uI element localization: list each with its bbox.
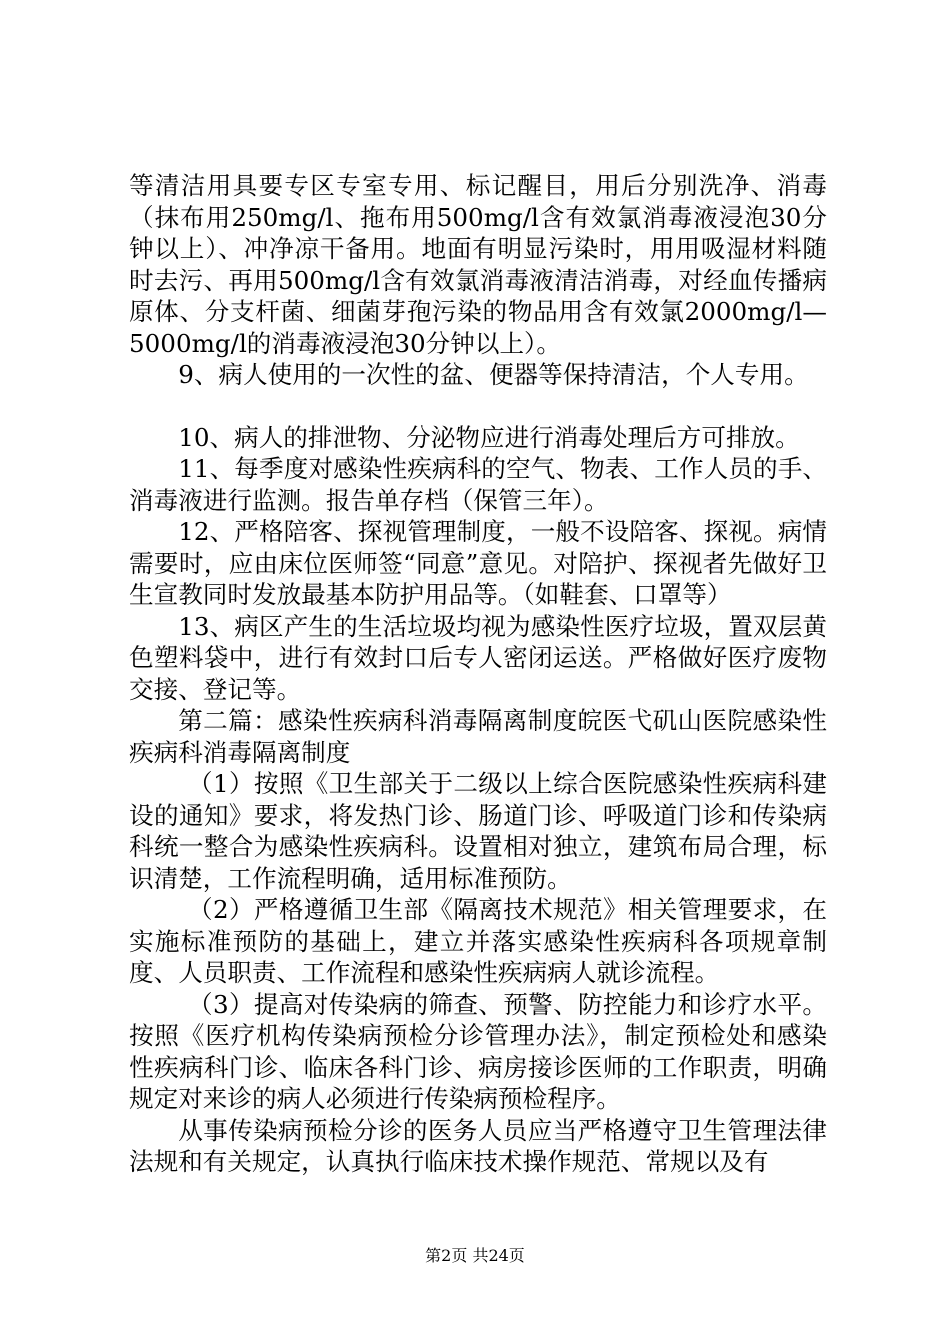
- paragraph-item-10: 10、病人的排泄物、分泌物应进行消毒处理后方可排放。: [178, 422, 800, 452]
- paragraph-item-13: 13、病区产生的生活垃圾均视为感染性医疗垃圾，置双层黄色塑料袋中，进行有效封口后专人密闭运送。严格做好医疗废物交接、登记等。: [129, 611, 827, 704]
- paragraph-point-2: （2）严格遵循卫生部《隔离技术规范》相关管理要求，在实施标准预防的基础上，建立并落实感染性疾病科各项规章制度、人员职责、工作流程和感染性疾病病人就诊流程。: [129, 895, 827, 987]
- paragraph-triage-staff: 从事传染病预检分诊的医务人员应当严格遵守卫生管理法律法规和有关规定，认真执行临床技术操作规范、常规以及有: [129, 1115, 827, 1176]
- document-body: [129, 170, 827, 1178]
- paragraph-item-11: 11、每季度对感染性疾病科的空气、物表、工作人员的手、消毒液进行监测。报告单存档（保管三年）。: [129, 454, 827, 515]
- paragraph-point-1: （1）按照《卫生部关于二级以上综合医院感染性疾病科建设的通知》要求，将发热门诊、肠道门诊、呼吸道门诊和传染病科统一整合为感染性疾病科。设置相对独立，建筑布局合理，标识清楚，工作流程明确，适用标准预防。: [129, 769, 827, 893]
- paragraph-point-3: （3）提高对传染病的筛查、预警、防控能力和诊疗水平。按照《医疗机构传染病预检分诊管理办法》，制定预检处和感染性疾病科门诊、临床各科门诊、病房接诊医师的工作职责，明确规定对来诊的病人必须进行传染病预检程序。: [129, 989, 827, 1113]
- section-heading-part-two: 第二篇：感染性疾病科消毒隔离制度皖医弋矶山医院感染性疾病科消毒隔离制度: [129, 706, 827, 767]
- paragraph-spacer: [129, 391, 827, 422]
- paragraph-cleaning-tools: 等清洁用具要专区专室专用、标记醒目，用后分别洗净、消毒（抹布用250mg/l、拖布用500mg/l含有效氯消毒液浸泡30分钟以上）、冲净凉干备用。地面有明显污染时，用用吸湿材料随时去污、再用500mg/l含有效氯消毒液清洁消毒，对经血传播病原体、分支杆菌、细菌芽孢污染的物品用含有效氯2000mg/l—5000mg/l的消毒液浸泡30分钟以上）。: [129, 171, 827, 358]
- paragraph-item-9: 9、病人使用的一次性的盆、便器等保持清洁，个人专用。: [178, 360, 809, 389]
- paragraph-item-12: 12、严格陪客、探视管理制度，一般不设陪客、探视。病情需要时，应由床位医师签“同意”意见。对陪护、探视者先做好卫生宣教同时发放最基本防护用品等。（如鞋套、口罩等）: [129, 517, 827, 609]
- page-footer: 第2页 共24页: [425, 1246, 525, 1265]
